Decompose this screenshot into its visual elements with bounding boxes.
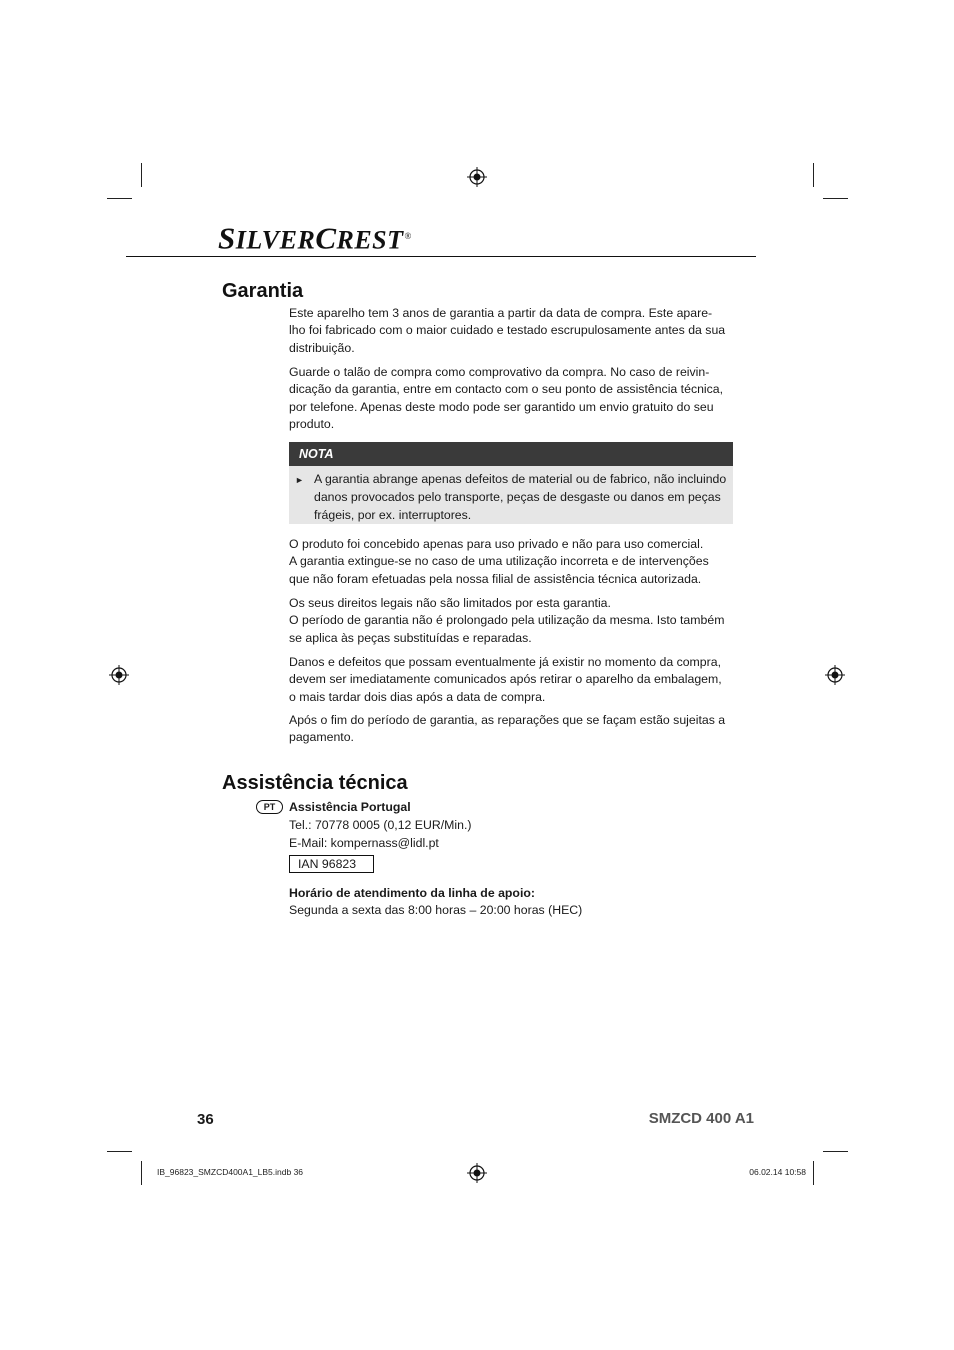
service-phone: Tel.: 70778 0005 (0,12 EUR/Min.) — [289, 818, 472, 832]
crop-mark — [141, 1161, 142, 1185]
text-line: Os seus direitos legais não são limitados por esta garantia. — [289, 596, 611, 610]
registration-mark-icon — [109, 665, 129, 685]
model-number: SMZCD 400 A1 — [648, 1110, 754, 1127]
paragraph — [289, 654, 737, 706]
registered-mark: ® — [404, 231, 412, 241]
text-line: O produto foi concebido apenas para uso privado e não para uso comercial. — [289, 537, 704, 551]
text-line: produto. — [289, 416, 335, 431]
slug-file: IB_96823_SMZCD400A1_LB5.indb 36 — [157, 1167, 304, 1177]
brand-letter: S — [218, 220, 236, 256]
note-box — [289, 442, 733, 524]
crop-mark — [823, 1151, 848, 1152]
hours-title: Horário de atendimento da linha de apoio: — [289, 886, 535, 900]
text-line: pagamento. — [289, 730, 354, 745]
paragraph — [289, 364, 737, 433]
crop-mark — [141, 163, 142, 187]
text-line: dicação da garantia, entre em contacto com o seu ponto de assistência técnica, — [289, 382, 724, 397]
crop-mark — [813, 1161, 814, 1185]
service-title: Assistência Portugal — [289, 800, 411, 814]
text-line: O período de garantia não é prolongado pela utilização da mesma. Isto também — [289, 613, 725, 628]
paragraph — [289, 712, 737, 747]
crop-mark — [823, 198, 848, 199]
hours-text: Segunda a sexta das 8:00 horas – 20:00 horas (HEC) — [289, 903, 583, 917]
header-rule — [126, 256, 756, 257]
text-line: que não foram efetuadas pela nossa filial de assistência técnica autorizada. — [289, 571, 702, 586]
brand-letters: REST — [336, 225, 404, 255]
slug-date: 06.02.14 10:58 — [749, 1167, 806, 1177]
text-line: Guarde o talão de compra como comprovativo da compra. No caso de reivin- — [289, 365, 710, 379]
brand-letters: ILVER — [235, 225, 316, 255]
note-text — [314, 470, 728, 524]
country-badge: PT — [256, 800, 283, 814]
paragraph — [289, 536, 737, 588]
text-line: A garantia extingue-se no caso de uma utilização incorreta e de intervenções — [289, 554, 709, 569]
text-line: Este aparelho tem 3 anos de garantia a partir da data de compra. Este apare- — [289, 306, 713, 320]
section-heading-assistencia: Assistência técnica — [222, 772, 408, 794]
text-line: A garantia abrange apenas defeitos de material ou de fabrico, não incluindo — [314, 472, 727, 486]
crop-mark — [107, 198, 132, 199]
note-label: NOTA — [289, 442, 733, 466]
registration-mark-icon — [467, 167, 487, 187]
paragraph — [289, 595, 737, 647]
text-line: Danos e defeitos que possam eventualmente já existir no momento da compra, — [289, 655, 721, 669]
crop-mark — [813, 163, 814, 187]
text-line: danos provocados pelo transporte, peças de desgaste ou danos em peças — [314, 490, 721, 504]
registration-mark-icon — [467, 1163, 487, 1183]
text-line: distribuição. — [289, 340, 355, 355]
brand-logo — [218, 222, 412, 255]
brand-letter: C — [315, 220, 337, 256]
crop-mark — [107, 1151, 132, 1152]
text-line: devem ser imediatamente comunicados após retirar o aparelho da embalagem, — [289, 672, 722, 687]
service-email: E-Mail: kompernass@lidl.pt — [289, 836, 439, 850]
arrow-right-icon: ► — [295, 475, 304, 485]
text-line: Após o fim do período de garantia, as reparações que se façam estão sujeitas a — [289, 713, 726, 727]
text-line: por telefone. Apenas deste modo pode ser garantido um envio gratuito do seu — [289, 399, 714, 414]
text-line: frágeis, por ex. interruptores. — [314, 508, 472, 522]
text-line: o mais tardar dois dias após a data de compra. — [289, 689, 546, 704]
registration-mark-icon — [825, 665, 845, 685]
text-line: lho foi fabricado com o maior cuidado e testado escrupulosamente antes da sua — [289, 323, 726, 338]
paragraph — [289, 305, 737, 357]
section-heading-garantia: Garantia — [222, 280, 304, 302]
text-line: se aplica às peças substituídas e reparadas. — [289, 630, 532, 645]
page-number: 36 — [197, 1111, 214, 1128]
ian-box: IAN 96823 — [289, 855, 374, 873]
